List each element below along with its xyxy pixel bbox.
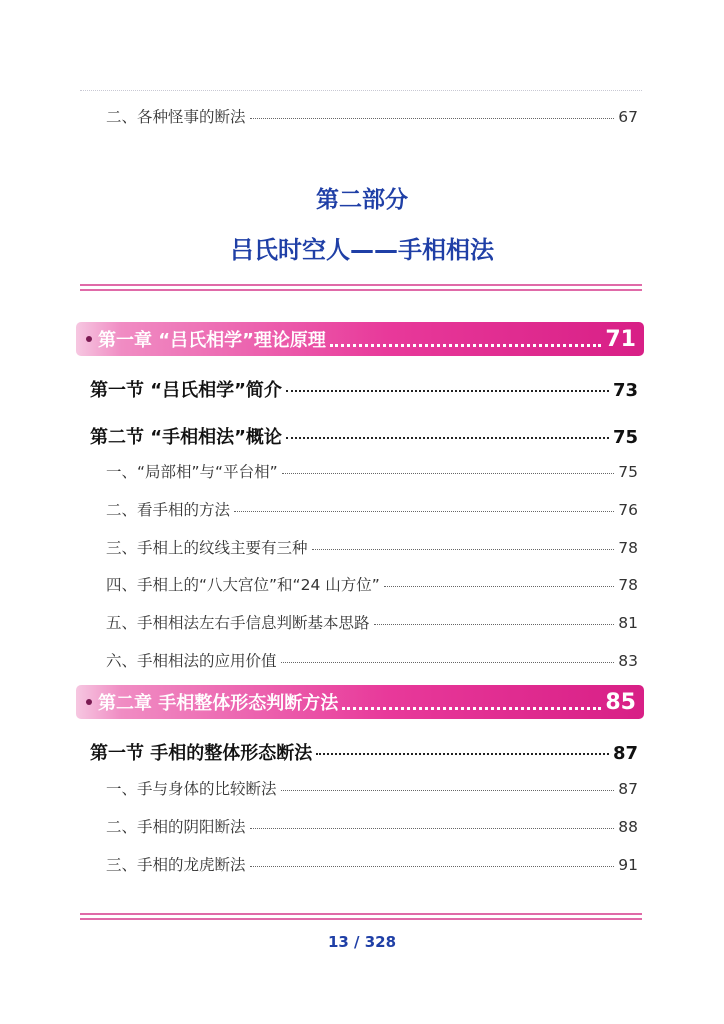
dot-leader: [286, 437, 609, 439]
section-label: 第二节 “手相相法”概论: [90, 427, 282, 448]
bullet-icon: [86, 699, 92, 705]
toc-entry-label: 一、手与身体的比较断法: [106, 780, 277, 798]
section-label: 第一节 手相的整体形态断法: [90, 743, 313, 764]
top-dotted-divider: [80, 90, 642, 91]
dot-leader: [374, 624, 615, 625]
toc-entry-page: 75: [618, 463, 638, 481]
toc-entry-page: 87: [618, 780, 638, 798]
toc-entry-page: 76: [618, 501, 638, 519]
dot-leader: [234, 511, 614, 512]
dot-leader: [342, 707, 601, 710]
pink-double-rule: [80, 913, 642, 919]
dot-leader: [282, 473, 615, 474]
chapter-heading[interactable]: [76, 685, 644, 719]
pink-double-rule: [80, 284, 642, 290]
toc-entry[interactable]: [106, 573, 638, 595]
part-subtitle: 吕氏时空人——手相相法: [230, 236, 494, 264]
toc-entry-page: 67: [618, 108, 638, 126]
chapter-page: 71: [605, 326, 636, 352]
chapter-heading[interactable]: [76, 322, 644, 356]
section-page: 87: [612, 743, 638, 764]
toc-entry[interactable]: [106, 498, 638, 520]
chapter-page: 85: [605, 689, 636, 715]
dot-leader: [250, 828, 615, 829]
toc-entry[interactable]: [106, 105, 638, 127]
dot-leader: [250, 866, 615, 867]
toc-entry[interactable]: [106, 611, 638, 633]
dot-leader: [281, 662, 615, 663]
toc-entry-page: 91: [618, 856, 638, 874]
toc-entry-page: 81: [618, 614, 638, 632]
toc-entry[interactable]: [106, 777, 638, 799]
toc-section[interactable]: [90, 376, 638, 402]
chapter-label: 第二章 手相整体形态判断方法: [98, 693, 339, 714]
toc-entry-page: 88: [618, 818, 638, 836]
part-title: 第二部分: [316, 187, 408, 213]
toc-entry-label: 四、手相上的“八大宫位”和“24 山方位”: [106, 576, 380, 594]
section-label: 第一节 “吕氏相学”简介: [90, 380, 282, 401]
dot-leader: [330, 344, 601, 347]
bullet-icon: [86, 336, 92, 342]
chapter-label: 第一章 “吕氏相学”理论原理: [98, 330, 326, 351]
dot-leader: [281, 790, 615, 791]
toc-entry[interactable]: [106, 815, 638, 837]
toc-entry-label: 一、“局部相”与“平台相”: [106, 463, 278, 481]
dot-leader: [250, 118, 615, 119]
toc-entry-label: 二、手相的阴阳断法: [106, 818, 246, 836]
toc-entry-label: 五、手相相法左右手信息判断基本思路: [106, 614, 370, 632]
dot-leader: [316, 753, 609, 755]
toc-section[interactable]: [90, 423, 638, 449]
toc-entry[interactable]: [106, 460, 638, 482]
toc-entry-label: 二、看手相的方法: [106, 501, 231, 519]
dot-leader: [384, 586, 614, 587]
section-page: 73: [612, 380, 638, 401]
toc-entry[interactable]: [106, 853, 638, 875]
toc-entry-label: 三、手相的龙虎断法: [106, 856, 246, 874]
toc-entry-page: 78: [618, 576, 638, 594]
toc-entry[interactable]: [106, 649, 638, 671]
dot-leader: [312, 549, 615, 550]
toc-entry[interactable]: [106, 536, 638, 558]
toc-entry-label: 二、各种怪事的断法: [106, 108, 246, 126]
toc-entry-page: 78: [618, 539, 638, 557]
toc-entry-page: 83: [618, 652, 638, 670]
dot-leader: [286, 390, 609, 392]
toc-entry-label: 三、手相上的纹线主要有三种: [106, 539, 308, 557]
page-number: 13 / 328: [327, 933, 397, 951]
section-page: 75: [612, 427, 638, 448]
toc-section[interactable]: [90, 739, 638, 765]
toc-entry-label: 六、手相相法的应用价值: [106, 652, 277, 670]
